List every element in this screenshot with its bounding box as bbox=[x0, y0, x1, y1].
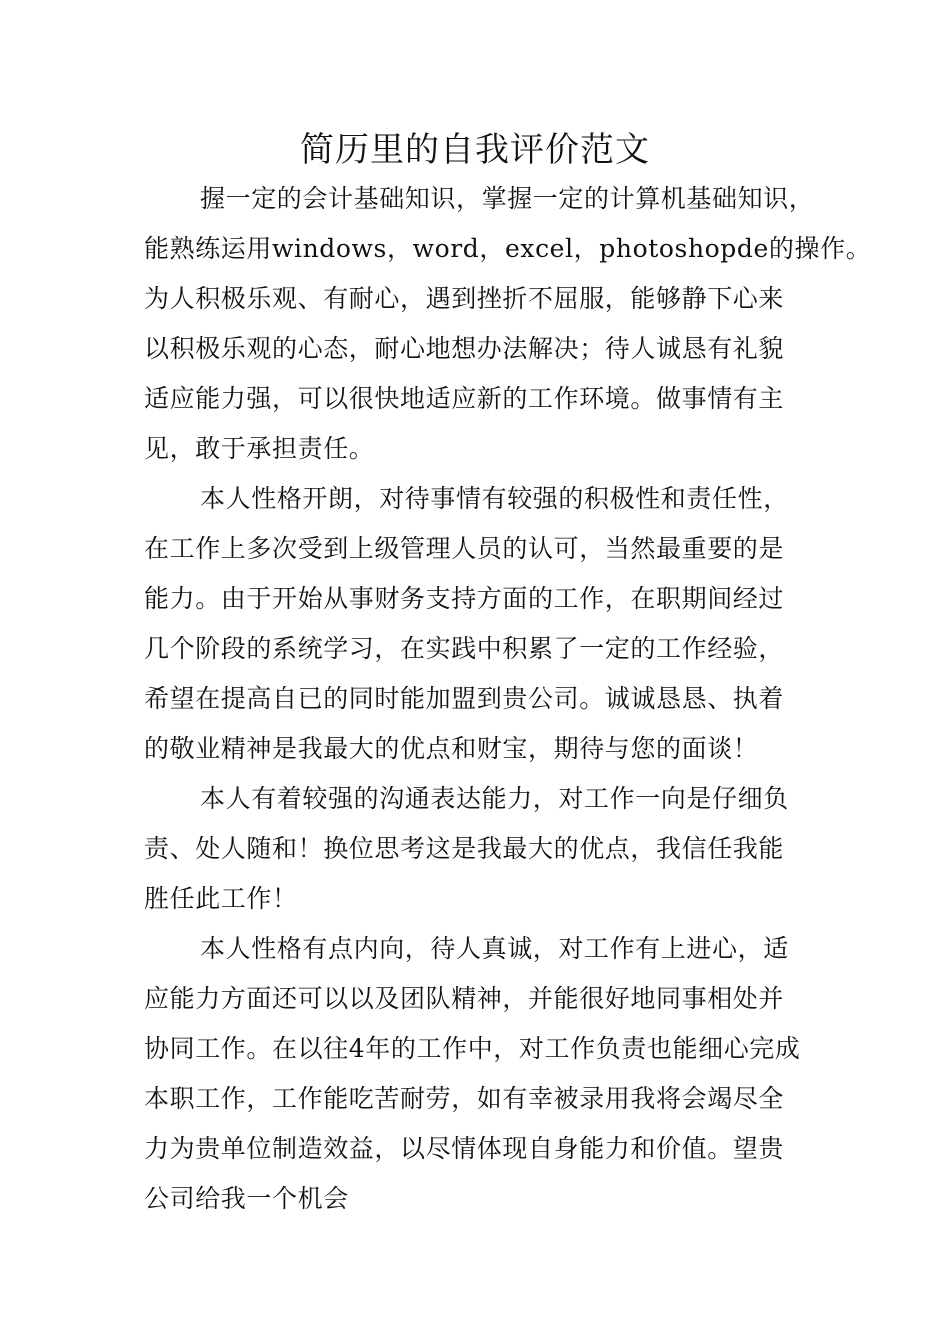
text-line: 几个阶段的系统学习，在实践中积累了一定的工作经验， bbox=[144, 634, 785, 663]
text-line: 本职工作，工作能吃苦耐劳，如有幸被录用我将会竭尽全 bbox=[144, 1084, 785, 1113]
text-line: 握一定的会计基础知识，掌握一定的计算机基础知识， bbox=[200, 184, 815, 213]
text-line: 公司给我一个机会 bbox=[144, 1184, 349, 1213]
text-line: 在工作上多次受到上级管理人员的认可，当然最重要的是 bbox=[144, 534, 785, 563]
text-line: 适应能力强，可以很快地适应新的工作环境。做事情有主 bbox=[144, 384, 785, 413]
text-line: 为人积极乐观、有耐心，遇到挫折不屈服，能够静下心来 bbox=[144, 284, 785, 313]
text-line: 协同工作。在以往4年的工作中，对工作负责也能细心完成 bbox=[144, 1034, 801, 1063]
text-line: 本人有着较强的沟通表达能力，对工作一向是仔细负 bbox=[200, 784, 789, 813]
text-line: 本人性格有点内向，待人真诚，对工作有上进心，适 bbox=[200, 934, 789, 963]
text-line: 胜任此工作！ bbox=[144, 884, 298, 913]
text-line: 能熟练运用windows，word，excel，photoshopde的操作。 bbox=[144, 234, 872, 263]
text-line: 力为贵单位制造效益，以尽情体现自身能力和价值。望贵 bbox=[144, 1134, 785, 1163]
document-body bbox=[144, 174, 872, 1224]
text-line: 能力。由于开始从事财务支持方面的工作，在职期间经过 bbox=[144, 584, 785, 613]
document-title: 简历里的自我评价范文 bbox=[300, 130, 650, 170]
text-line: 希望在提高自已的同时能加盟到贵公司。诚诚恳恳、执着 bbox=[144, 684, 785, 713]
text-line: 以积极乐观的心态，耐心地想办法解决；待人诚恳有礼貌 bbox=[144, 334, 785, 363]
text-line: 的敬业精神是我最大的优点和财宝，期待与您的面谈！ bbox=[144, 734, 759, 763]
text-line: 见，敢于承担责任。 bbox=[144, 434, 375, 463]
text-line: 本人性格开朗，对待事情有较强的积极性和责任性， bbox=[200, 484, 789, 513]
text-line: 责、处人随和！换位思考这是我最大的优点，我信任我能 bbox=[144, 834, 785, 863]
text-line: 应能力方面还可以以及团队精神，并能很好地同事相处并 bbox=[144, 984, 785, 1013]
